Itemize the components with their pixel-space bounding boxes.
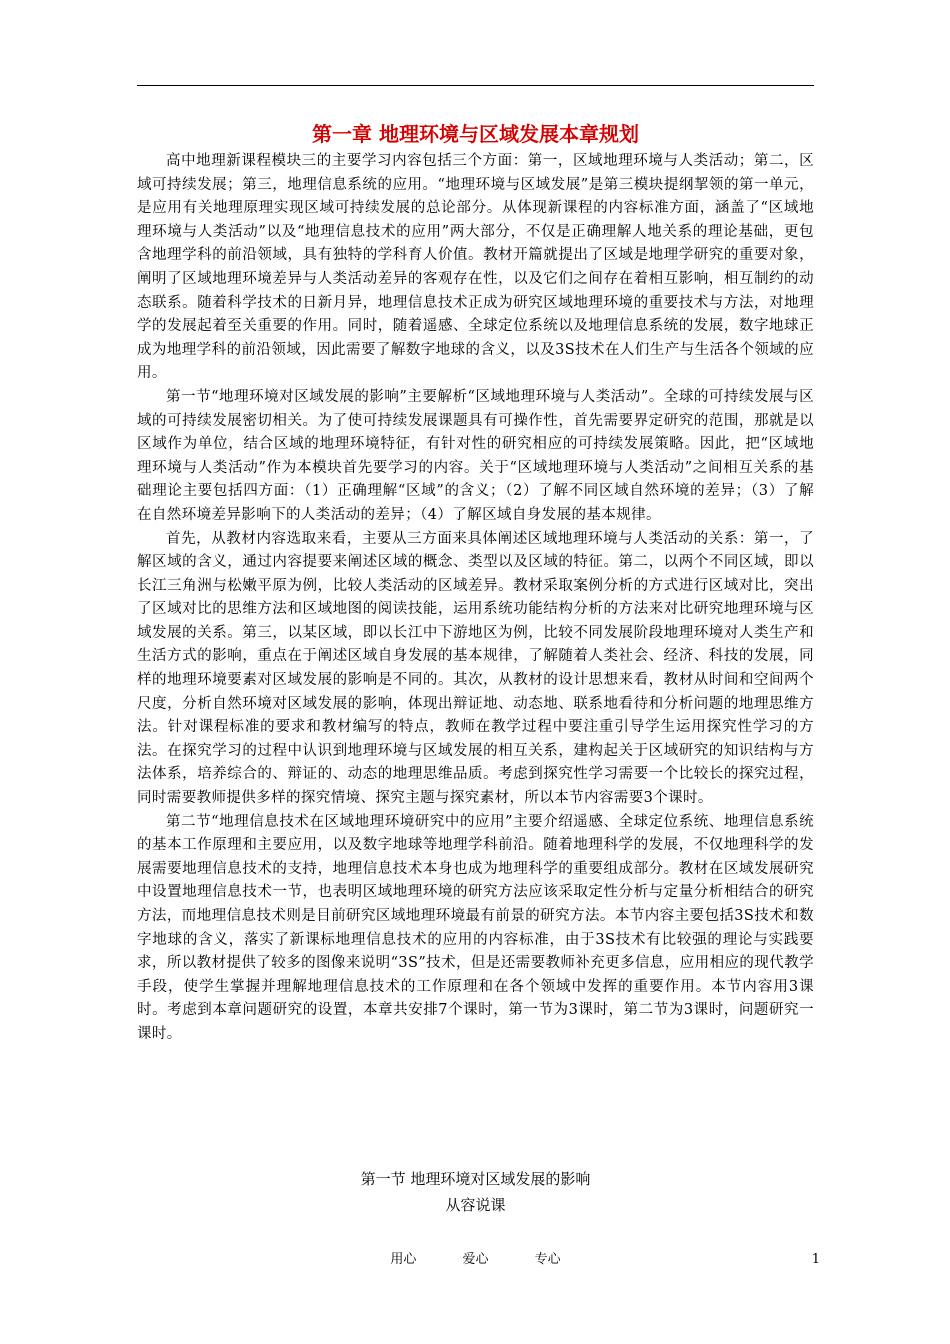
- footer-motto-item: 专心: [534, 1252, 561, 1267]
- footer-motto-item: 用心: [390, 1252, 417, 1267]
- header-rule: [137, 85, 814, 86]
- paragraph-section-one: 第一节“地理环境对区域发展的影响”主要解析“区域地理环境与人类活动”。全球的可持续发展与区域的可持续发展密切相关。为了使可持续发展课题具有可操作性，首先需要界定研究的范围，那就是以区域作为单位，结合区域的地理环境特征，有针对性的研究相应的可持续发展策略。因此，把“区域地理环境与人类活动”作为本模块首先要学习的内容。关于“区域地理环境与人类活动”之间相互关系的基础理论主要包括四方面：（1）正确理解“区域”的含义；（2）了解不同区域自然环境的差异；（3）了解在自然环境差异影响下的人类活动的差异；（4）了解区域自身发展的基本规律。: [137, 388, 814, 523]
- page-number: 1: [811, 1252, 820, 1267]
- footer-motto-item: 爱心: [462, 1252, 489, 1267]
- footer-motto: [137, 1251, 814, 1269]
- paragraph-section-two: 第二节“地理信息技术在区域地理环境研究中的应用”主要介绍遥感、全球定位系统、地理信息系统的基本工作原理和主要应用，以及数字地球等地理学科前沿。随着地理科学的发展，不仅地理科学的发展需要地理信息技术的支持，地理信息技术本身也成为地理科学的重要组成部分。教材在区域发展研究中设置地理信息技术一节，也表明区域地理环境的研究方法应该采取定性分析与定量分析相结合的研究方法，而地理信息技术则是目前研究区域地理环境最有前景的研究方法。本节内容主要包括3S技术和数字地球的含义，落实了新课标地理信息技术的应用的内容标准，由于3S技术有比较强的理论与实践要求，所以教材提供了较多的图像来说明“3S”技术，但是还需要教师补充更多信息，应用相应的现代教学手段，使学生掌握并理解地理信息技术的工作原理和在各个领域中发挥的重要作用。本节内容用3课时。考虑到本章问题研究的设置，本章共安排7个课时，第一节为3课时，第二节为3课时，问题研究一课时。: [137, 813, 814, 1042]
- section-heading: 第一节 地理环境对区域发展的影响: [360, 1170, 591, 1188]
- section-subheading: 从容说课: [445, 1196, 506, 1214]
- chapter-title: 第一章 地理环境与区域发展本章规划: [312, 122, 639, 146]
- paragraph-overview: 高中地理新课程模块三的主要学习内容包括三个方面：第一，区域地理环境与人类活动；第二，区域可持续发展；第三，地理信息系统的应用。“地理环境与区域发展”是第三模块提纲挈领的第一单元，是应用有关地理原理实现区域可持续发展的总论部分。从体现新课程的内容标准方面，涵盖了“区域地理环境与人类活动”以及“地理信息技术的应用”两大部分，不仅是正确理解人地关系的理论基础，更包含地理学科的前沿领域，具有独特的学科育人价值。教材开篇就提出了区域是地理学研究的重要对象，阐明了区域地理环境差异与人类活动差异的客观存在性，以及它们之间存在着相互影响，相互制约的动态联系。随着科学技术的日新月异，地理信息技术正成为研究区域地理环境的重要技术与方法，对地理学的发展起着至关重要的作用。同时，随着遥感、全球定位系统以及地理信息系统的发展，数字地球正成为地理学科的前沿领域，因此需要了解数字地球的含义，以及3S技术在人们生产与生活各个领域的应用。: [137, 153, 814, 382]
- body-text: [137, 150, 814, 1047]
- paragraph-content-analysis: 首先，从教材内容选取来看，主要从三方面来具体阐述区域地理环境与人类活动的关系：第一，了解区域的含义，通过内容提要来阐述区域的概念、类型以及区域的特征。第二，以两个不同区域，即以长江三角洲与松嫩平原为例，比较人类活动的区域差异。教材采取案例分析的方式进行区域对比，突出了区域对比的思维方法和区域地图的阅读技能，运用系统功能结构分析的方法来对比研究地理环境与区域发展的关系。第三，以某区域，即以长江中下游地区为例，比较不同发展阶段地理环境对人类生产和生活方式的影响，重点在于阐述区域自身发展的基本规律，了解随着人类社会、经济、科技的发展，同样的地理环境要素对区域发展的影响是不同的。其次，从教材的设计思想来看，教材从时间和空间两个尺度，分析自然环境对区域发展的影响，体现出辩证地、动态地、联系地看待和分析问题的地理思维方法。针对课程标准的要求和教材编写的特点，教师在教学过程中要注重引导学生运用探究性学习的方法。在探究学习的过程中认识到地理环境与区域发展的相互关系，建构起关于区域研究的知识结构与方法体系，培养综合的、辩证的、动态的地理思维品质。考虑到探究性学习需要一个比较长的探究过程，同时需要教师提供多样的探究情境、探究主题与探究素材，所以本节内容需要3个课时。: [137, 530, 814, 807]
